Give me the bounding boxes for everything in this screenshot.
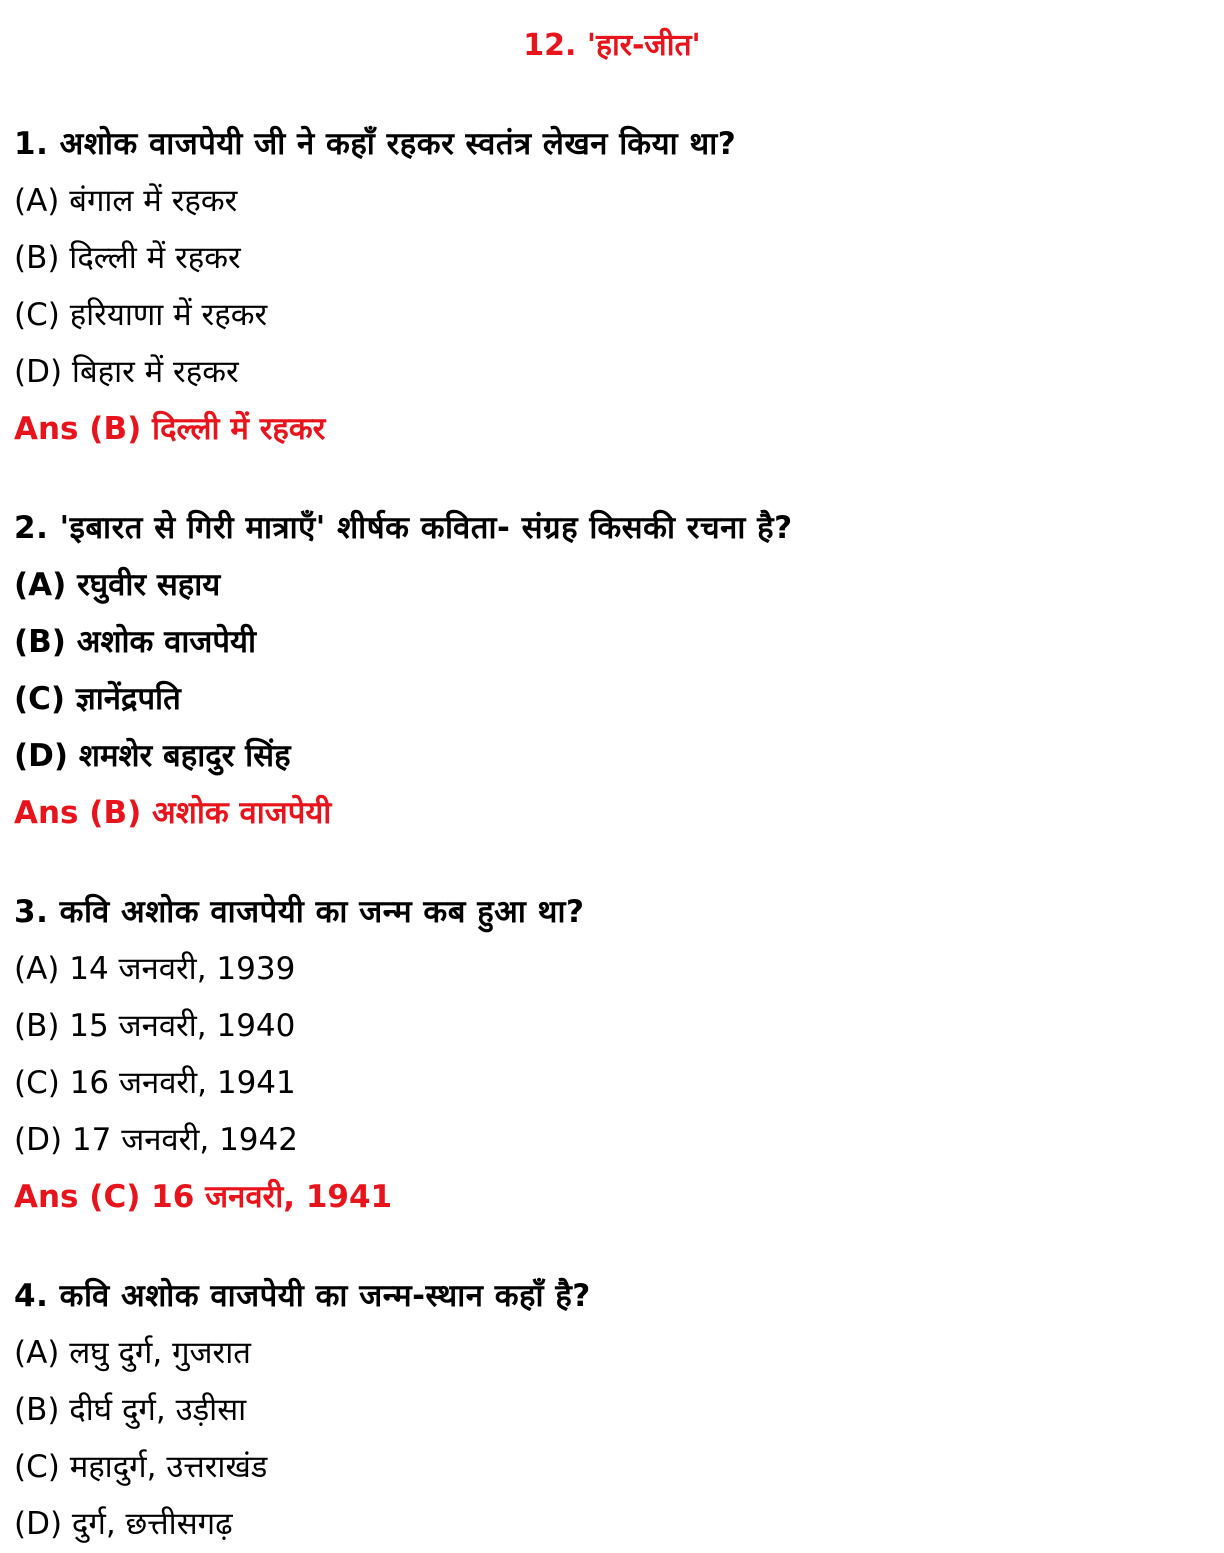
question-block-1 <box>14 116 1204 458</box>
option-c: (C) ज्ञानेंद्रपति <box>14 681 181 717</box>
question-text: 4. कवि अशोक वाजपेयी का जन्म-स्थान कहाँ है? <box>14 1278 591 1314</box>
option-c: (C) हरियाणा में रहकर <box>14 297 268 333</box>
option-a: (A) बंगाल में रहकर <box>14 183 238 219</box>
answer-text: Ans (B) अशोक वाजपेयी <box>14 795 332 831</box>
question-block-4 <box>14 1268 1204 1553</box>
answer-text: Ans (C) 16 जनवरी, 1941 <box>14 1179 393 1215</box>
question-text: 1. अशोक वाजपेयी जी ने कहाँ रहकर स्वतंत्र लेखन किया था? <box>14 126 737 162</box>
question-text: 3. कवि अशोक वाजपेयी का जन्म कब हुआ था? <box>14 894 585 930</box>
option-b: (B) दिल्ली में रहकर <box>14 240 241 276</box>
option-c: (C) 16 जनवरी, 1941 <box>14 1065 296 1101</box>
option-b: (B) अशोक वाजपेयी <box>14 624 257 660</box>
question-block-3 <box>14 884 1204 1226</box>
question-block-2 <box>14 500 1204 842</box>
option-d: (D) शमशेर बहादुर सिंह <box>14 738 291 774</box>
answer-text: Ans (B) दिल्ली में रहकर <box>14 411 326 447</box>
option-c: (C) महादुर्ग, उत्तराखंड <box>14 1449 268 1485</box>
option-a: (A) रघुवीर सहाय <box>14 567 221 603</box>
option-a: (A) 14 जनवरी, 1939 <box>14 951 296 987</box>
option-a: (A) लघु दुर्ग, गुजरात <box>14 1335 251 1371</box>
option-b: (B) दीर्घ दुर्ग, उड़ीसा <box>14 1392 247 1428</box>
option-b: (B) 15 जनवरी, 1940 <box>14 1008 296 1044</box>
option-d: (D) दुर्ग, छत्तीसगढ़ <box>14 1506 233 1542</box>
option-d: (D) 17 जनवरी, 1942 <box>14 1122 298 1158</box>
question-text: 2. 'इबारत से गिरी मात्राएँ' शीर्षक कविता- संग्रह किसकी रचना है? <box>14 510 793 546</box>
option-d: (D) बिहार में रहकर <box>14 354 239 390</box>
chapter-title: 12. 'हार-जीत' <box>523 28 701 63</box>
